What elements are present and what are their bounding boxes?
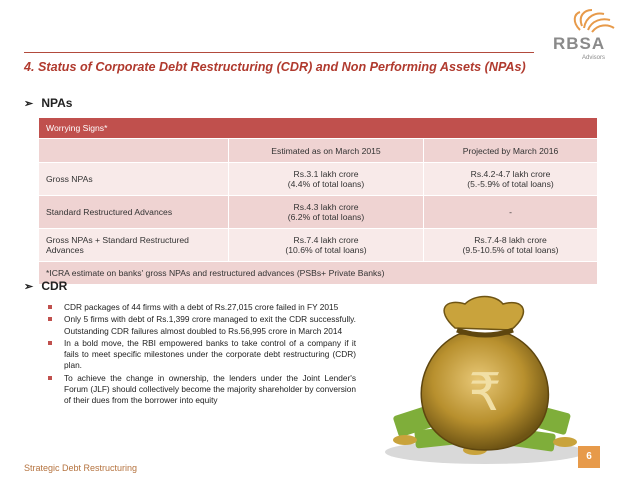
- list-item: Only 5 firms with debt of Rs.1,399 crore managed to exit the CDR successfully. Outstanding CDR failures almost doubled to Rs.56,995 crore in March 2014: [46, 314, 356, 337]
- table-row: [39, 196, 598, 229]
- cell-estimated: Rs.4.3 lakh crore (6.2% of total loans): [229, 196, 424, 229]
- money-bag-icon: [375, 290, 595, 465]
- square-bullet-icon: [48, 317, 52, 321]
- list-item: CDR packages of 44 firms with a debt of Rs.27,015 crore failed in FY 2015: [46, 302, 356, 313]
- table-footnote-row: [39, 262, 598, 285]
- cdr-bullet-list: [46, 302, 356, 408]
- table-title: Worrying Signs*: [39, 118, 598, 139]
- title-divider: [24, 52, 534, 53]
- logo-subtext: Advisors: [582, 55, 606, 61]
- npas-heading: [24, 96, 72, 110]
- footer-text: Strategic Debt Restructuring: [24, 463, 138, 473]
- cell-projected: Rs.7.4-8 lakh crore (9.5-10.5% of total loans): [424, 229, 598, 262]
- npa-table: [38, 117, 598, 285]
- empty-cell: [39, 139, 229, 163]
- cdr-heading-label: CDR: [41, 279, 68, 293]
- cdr-heading: [24, 279, 67, 293]
- cell-projected: Rs.4.2-4.7 lakh crore (5.-5.9% of total loans): [424, 163, 598, 196]
- row-label: Gross NPAs: [39, 163, 229, 196]
- cell-estimated: Rs.7.4 lakh crore (10.6% of total loans): [229, 229, 424, 262]
- table-row: [39, 229, 598, 262]
- slide-title: 4. Status of Corporate Debt Restructuring (CDR) and Non Performing Assets (NPAs): [24, 60, 526, 74]
- list-item: To achieve the change in ownership, the lenders under the Joint Lender's Forum (JLF) should collectively become the majority shareholder by conversion of their dues from the borrower into equity: [46, 373, 356, 407]
- arrow-bullet-icon: ➢: [24, 98, 34, 110]
- npas-heading-label: NPAs: [41, 96, 73, 110]
- square-bullet-icon: [48, 305, 52, 309]
- table-header-row: [39, 118, 598, 139]
- svg-text:₹: ₹: [468, 363, 502, 423]
- logo-text: RBSA: [553, 34, 606, 53]
- col-projected: Projected by March 2016: [424, 139, 598, 163]
- square-bullet-icon: [48, 376, 52, 380]
- arrow-bullet-icon: ➢: [24, 281, 34, 293]
- col-estimated: Estimated as on March 2015: [229, 139, 424, 163]
- row-label: Gross NPAs + Standard Restructured Advances: [39, 229, 229, 262]
- page-number-badge: 6: [578, 446, 600, 468]
- table-column-row: [39, 139, 598, 163]
- table-row: [39, 163, 598, 196]
- list-item: In a bold move, the RBI empowered banks to take control of a company if it fails to meet specific milestones under the corporate debt restructuring (CDR) plan.: [46, 338, 356, 372]
- row-label: Standard Restructured Advances: [39, 196, 229, 229]
- table-footnote: *ICRA estimate on banks' gross NPAs and restructured advances (PSBs+ Private Banks): [39, 262, 598, 285]
- cell-projected: -: [424, 196, 598, 229]
- square-bullet-icon: [48, 341, 52, 345]
- cell-estimated: Rs.3.1 lakh crore (4.4% of total loans): [229, 163, 424, 196]
